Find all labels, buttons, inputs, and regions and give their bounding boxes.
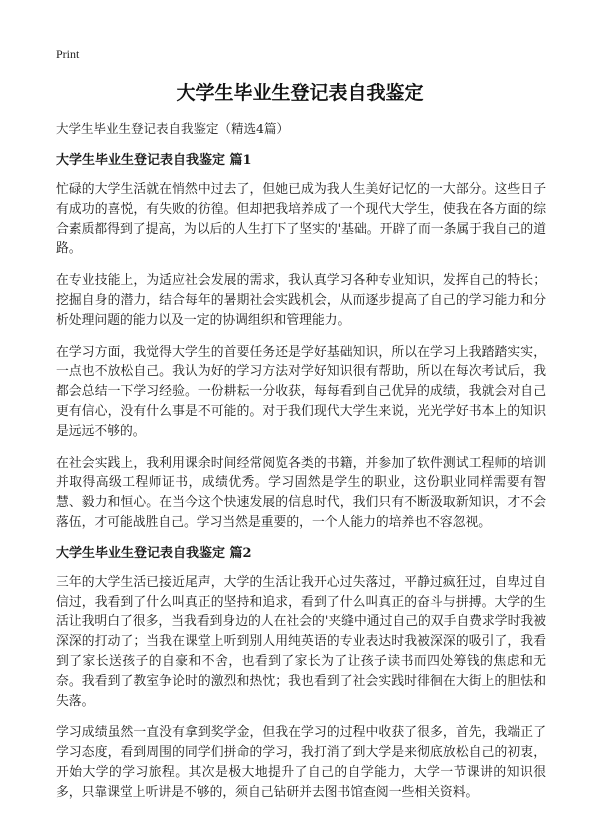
paragraph: 在专业技能上，为适应社会发展的需求，我认真学习各种专业知识，发挥自己的特长；挖掘自身的潜力，结合每年的暑期社会实践机会，从而逐步提高了自己的学习能力和分析处理问题的能力以及一定的协调组织和管理能力。 (56, 273, 546, 328)
paragraph: 学习成绩虽然一直没有拿到奖学金，但我在学习的过程中收获了很多，首先，我端正了学习态度，看到周围的同学们拼命的学习，我打消了到大学是来彻底放松自己的初衷，开始大学的学习旅程。其次是极大地提升了自己的自学能力，大学一节课讲的知识很多，只靠课堂上听讲是不够的，须自己钻研并去图书馆查阅一些相关资料。 (56, 725, 546, 800)
section-heading: 大学生毕业生登记表自我鉴定 篇1 (56, 153, 252, 168)
section-1 (56, 152, 546, 533)
paragraph: 在社会实践上，我利用课余时间经常阅览各类的书籍，并参加了软件测试工程师的培训并取得高级工程师证书，成绩优秀。学习固然是学生的职业，这份职业同样需要有智慧、毅力和恒心。在当今这个快速发展的信息时代，我们只有不断汲取新知识，才不会落伍，才可能战胜自己。学习当然是重要的，一个人能力的培养也不容忽视。 (56, 455, 546, 530)
document-subtitle: 大学生毕业生登记表自我鉴定（精选4篇） (56, 121, 289, 136)
page-title: 大学生毕业生登记表自我鉴定 (176, 82, 424, 104)
section-heading: 大学生毕业生登记表自我鉴定 篇2 (56, 545, 252, 561)
paragraph: 忙碌的大学生活就在悄然中过去了，但她已成为我人生美好记忆的一大部分。这些日子有成功的喜悦，有失败的彷徨。但却把我培养成了一个现代大学生，使我在各方面的综合素质都得到了提高，为以后的人生打下了坚实的'基础。开辟了而一条属于我自己的道路。 (56, 182, 546, 257)
section-2 (56, 545, 546, 803)
document-body (56, 120, 546, 815)
paragraph: 三年的大学生活已接近尾声，大学的生活让我开心过失落过，平静过疯狂过，自卑过自信过，我看到了什么叫真正的坚持和追求，看到了什么叫真正的奋斗与拼搏。大学的生活让我明白了很多，当我看到身边的人在社会的'夹缝中通过自己的双手自费求学时我被深深的打动了；当我在课堂上听到别人用纯英语的专业表达时我被深深的吸引了，我看到了家长送孩子的自豪和不舍，也看到了家长为了让孩子读书而四处筹钱的焦虑和无奈。我看到了教室争论时的激烈和热忱；我也看到了社会实践时徘徊在大街上的胆怯和失落。 (56, 574, 546, 709)
paragraph: 在学习方面，我觉得大学生的首要任务还是学好基础知识，所以在学习上我踏踏实实，一点也不放松自己。我认为好的学习方法对学好知识很有帮助，所以在每次考试后，我都会总结一下学习经验。一份耕耘一分收获，每每看到自己优异的成绩，我就会对自己更有信心，没有什么事是不可能的。对于我们现代大学生来说，光光学好书本上的知识是远远不够的。 (56, 344, 546, 439)
print-label[interactable]: Print (56, 47, 80, 61)
